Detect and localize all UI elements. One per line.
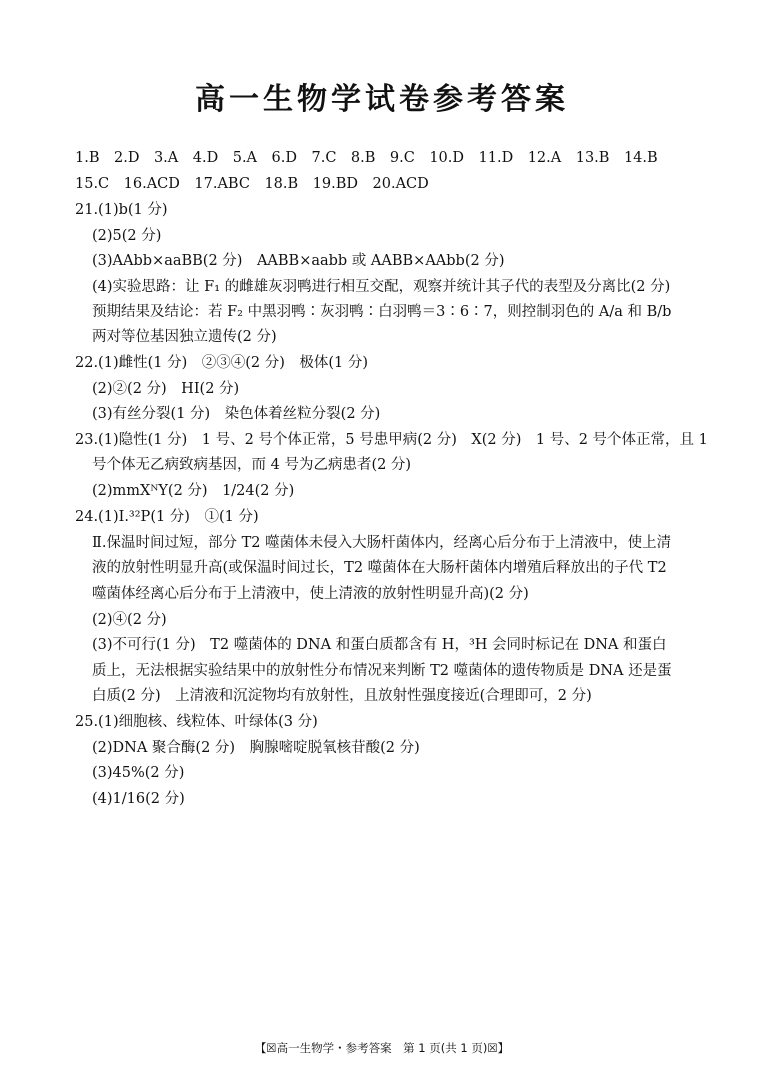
answer-line-q21-6: 两对等位基因独立遗传(2 分) [92,329,277,345]
answer-line-q25-2: (2)DNA 聚合酶(2 分) 胸腺嘧啶脱氧核苷酸(2 分) [92,740,420,756]
answer-line-q25-4: (4)1/16(2 分) [92,791,185,807]
answer-line-q25-3: (3)45%(2 分) [92,765,185,781]
answer-line-q24-7: 质上，无法根据实验结果中的放射性分布情况来判断 T2 噬菌体的遗传物质是 DNA 还是蛋 [92,663,672,679]
answer-line-q24-4: 噬菌体经离心后分布于上清液中，使上清液的放射性明显升高)(2 分) [92,586,529,602]
page-footer: 【☒高一生物学・参考答案 第 1 页(共 1 页)☒】 [254,1041,510,1055]
answer-line-q21-3: (3)AAbb×aaBB(2 分) AABB×aabb 或 AABB×AAbb(2 分) [92,253,505,269]
answer-line-q21-2: (2)5(2 分) [92,228,162,244]
answer-line-q21-4: (4)实验思路：让 F₁ 的雌雄灰羽鸭进行相互交配，观察并统计其子代的表型及分离比(2 分) [92,279,671,295]
answer-line-q22-1: 22.(1)雌性(1 分) ②③④(2 分) 极体(1 分) [75,355,369,371]
answer-line-q21-5: 预期结果及结论：若 F₂ 中黑羽鸭∶灰羽鸭∶白羽鸭＝3∶6∶7，则控制羽色的 A/a 和 B/b [92,304,672,320]
answer-line-choice-1: 1.B 2.D 3.A 4.D 5.A 6.D 7.C 8.B 9.C 10.D 11.D 12.A 13.B 14.B [75,150,658,166]
page-title: 高一生物学试卷参考答案 [195,82,569,117]
answer-line-q24-6: (3)不可行(1 分) T2 噬菌体的 DNA 和蛋白质都含有 H，³H 会同时标记在 DNA 和蛋白 [92,637,667,653]
answer-line-q24-3: 液的放射性明显升高(或保温时间过长，T2 噬菌体在大肠杆菌体内增殖后释放出的子代 T2 [92,560,667,576]
answer-line-q24-1: 24.(1)Ⅰ.³²P(1 分) ①(1 分) [75,509,259,525]
answer-line-q22-2: (2)②(2 分) HI(2 分) [92,381,240,397]
answer-line-q23-2: 号个体无乙病致病基因，而 4 号为乙病患者(2 分) [92,457,412,473]
answer-line-choice-2: 15.C 16.ACD 17.ABC 18.B 19.BD 20.ACD [75,176,429,192]
answer-line-q21-1: 21.(1)b(1 分) [75,202,168,218]
answer-line-q25-1: 25.(1)细胞核、线粒体、叶绿体(3 分) [75,714,318,730]
answer-line-q24-8: 白质(2 分) 上清液和沉淀物均有放射性，且放射性强度接近(合理即可，2 分) [92,688,592,704]
answer-line-q22-3: (3)有丝分裂(1 分) 染色体着丝粒分裂(2 分) [92,406,381,422]
answer-line-q23-1: 23.(1)隐性(1 分) 1 号、2 号个体正常，5 号患甲病(2 分) X(2 分) 1 号、2 号个体正常，且 1 [75,432,708,448]
answer-line-q24-5: (2)④(2 分) [92,612,167,628]
answer-line-q24-2: Ⅱ.保温时间过短，部分 T2 噬菌体未侵入大肠杆菌体内，经离心后分布于上清液中，使上清 [92,535,672,551]
answer-line-q23-3: (2)mmXᴺY(2 分) 1/24(2 分) [92,483,295,499]
